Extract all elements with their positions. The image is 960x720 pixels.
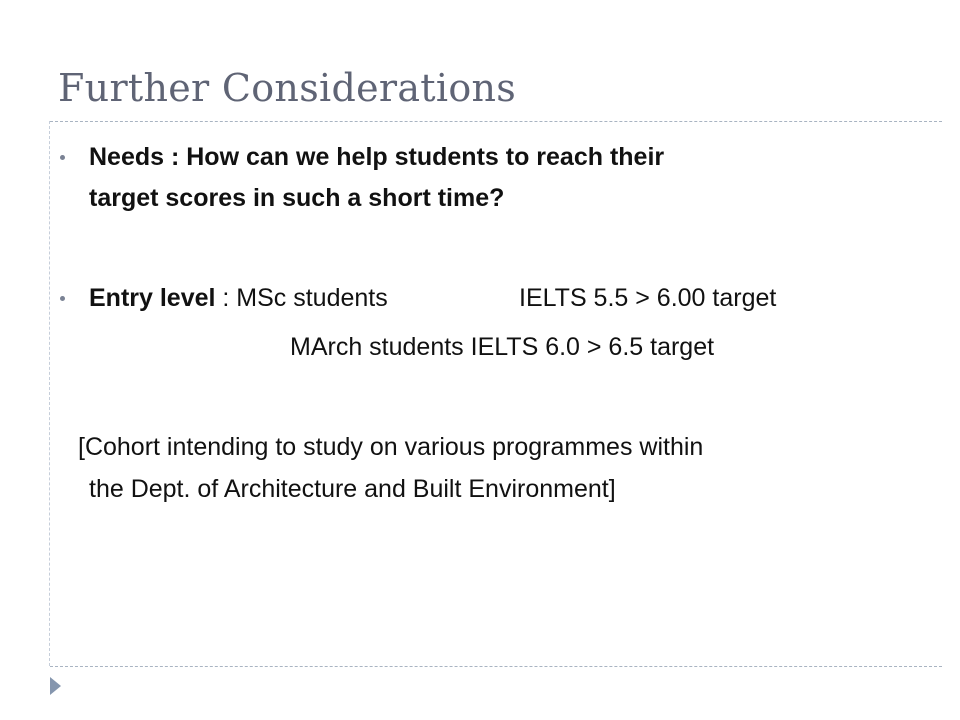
play-arrow-icon (50, 677, 61, 695)
needs-bullet (60, 155, 65, 160)
slide-title: Further Considerations (58, 66, 517, 110)
entry-level-line (89, 281, 388, 316)
cohort-line-1: [Cohort intending to study on various programmes within (78, 433, 704, 461)
needs-line-1: Needs : How can we help students to reach their (89, 143, 665, 171)
left-border-line (49, 121, 50, 666)
entry-level-label: Entry level (89, 284, 216, 312)
cohort-line-2: the Dept. of Architecture and Built Environment] (89, 475, 616, 503)
entry-msc-ielts: IELTS 5.5 > 6.00 target (519, 284, 777, 312)
entry-msc-text: : MSc students (215, 284, 388, 312)
entry-bullet (60, 296, 65, 301)
needs-line-2: target scores in such a short time? (89, 184, 505, 212)
entry-march-line: MArch students IELTS 6.0 > 6.5 target (290, 333, 715, 361)
title-divider (50, 121, 942, 122)
footer-divider (50, 666, 942, 667)
